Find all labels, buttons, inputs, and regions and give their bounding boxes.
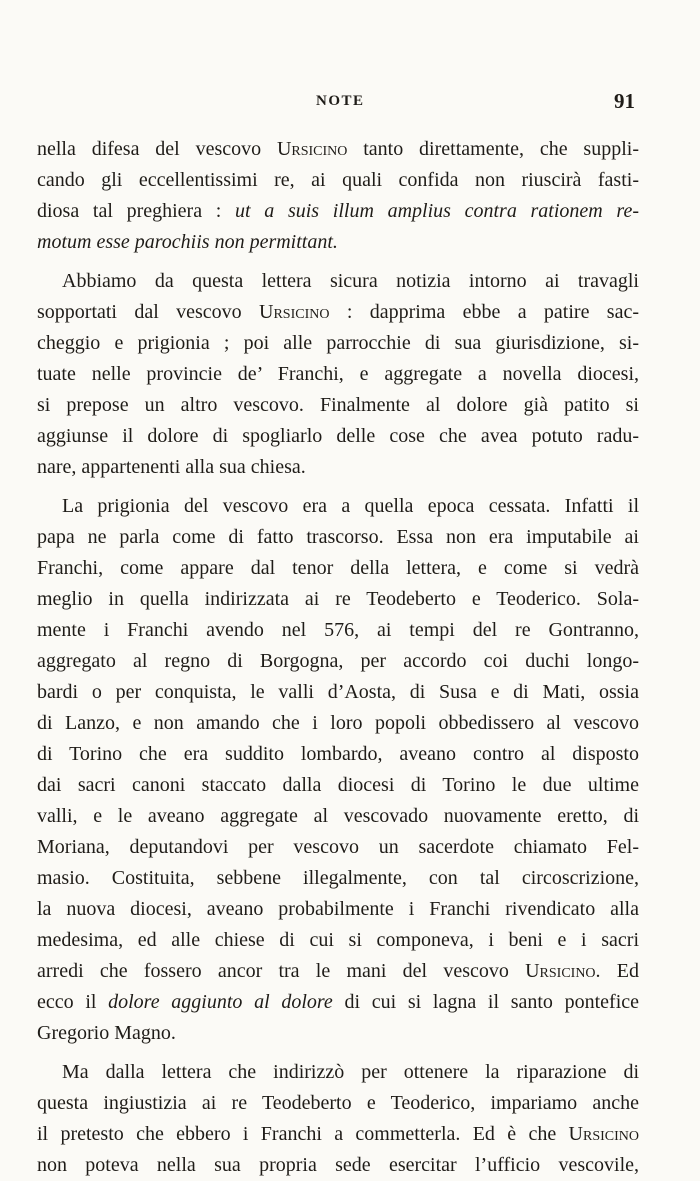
text-line: [37, 297, 639, 328]
text-run: mente i Franchi avendo nel 576, ai tempi del re Gontranno,: [37, 619, 639, 641]
text-line: [37, 1057, 639, 1088]
text-line: [37, 1150, 639, 1181]
paragraph: [37, 266, 639, 483]
text-run: papa ne parla come di fatto trascorso. Essa non era imputabile ai: [37, 526, 639, 548]
small-caps-name: Ursicino: [568, 1123, 639, 1145]
text-line: [37, 1088, 639, 1119]
text-line: [37, 956, 639, 987]
paragraph: [37, 1057, 639, 1181]
text-run: bardi o per conquista, le valli d’Aosta, di Susa e di Mati, ossia: [37, 681, 639, 703]
italic-phrase: motum esse parochiis non permittant.: [37, 231, 338, 253]
text-line: [37, 553, 639, 584]
text-run: ecco il: [37, 991, 109, 1013]
page-number: 91: [614, 89, 635, 113]
text-run: la nuova diocesi, aveano probabilmente i Franchi rivendicato alla: [37, 898, 639, 920]
text-line: [37, 196, 639, 227]
text-line: [37, 832, 639, 863]
text-line: [37, 390, 639, 421]
text-run: masio. Costituita, sebbene illegalmente, con tal circoscrizione,: [37, 867, 639, 889]
text-line: [37, 491, 639, 522]
text-run: meglio in quella indirizzata ai re Teodeberto e Teoderico. Sola-: [37, 588, 639, 610]
paragraph: [37, 491, 639, 1049]
text-line: [37, 421, 639, 452]
text-line: [37, 584, 639, 615]
text-line: [37, 863, 639, 894]
header-title: NOTE: [316, 93, 365, 109]
text-line: [37, 708, 639, 739]
text-run: di cui si lagna il santo pontefice: [332, 991, 639, 1013]
text-run: arredi che fossero ancor tra le mani del vescovo: [37, 960, 526, 982]
text-line: [37, 1018, 639, 1049]
text-run: La prigionia del vescovo era a quella epoca cessata. Infatti il: [62, 495, 639, 517]
text-run: . Ed: [595, 960, 639, 982]
text-run: Abbiamo da questa lettera sicura notizia intorno ai travagli: [62, 270, 639, 292]
text-line: [37, 328, 639, 359]
text-line: [37, 359, 639, 390]
text-line: [37, 739, 639, 770]
text-line: [37, 134, 639, 165]
text-line: [37, 770, 639, 801]
text-run: di Lanzo, e non amando che i loro popoli obbedissero al vescovo: [37, 712, 639, 734]
text-line: [37, 227, 639, 258]
text-run: questa ingiustizia ai re Teodeberto e Teoderico, impariamo anche: [37, 1092, 639, 1114]
text-run: Ma dalla lettera che indirizzò per ottenere la riparazione di: [62, 1061, 639, 1083]
text-line: [37, 987, 639, 1018]
text-run: dai sacri canoni staccato dalla diocesi di Torino le due ultime: [37, 774, 639, 796]
text-run: il pretesto che ebbero i Franchi a commetterla. Ed è che: [37, 1123, 569, 1145]
text-run: nare, appartenenti alla sua chiesa.: [37, 456, 306, 478]
text-line: [37, 266, 639, 297]
text-run: si prepose un altro vescovo. Finalmente al dolore già patito si: [37, 394, 639, 416]
text-run: non poteva nella sua propria sede esercitar l’ufficio vescovile,: [37, 1154, 639, 1176]
text-run: tanto direttamente, che suppli-: [347, 138, 639, 160]
text-run: tuate nelle provincie de’ Franchi, e aggregate a novella diocesi,: [37, 363, 639, 385]
text-line: [37, 646, 639, 677]
small-caps-name: Ursicino: [525, 960, 596, 982]
text-run: cando gli eccellentissimi re, ai quali confida non riuscirà fasti-: [37, 169, 639, 191]
text-run: aggregato al regno di Borgogna, per accordo coi duchi longo-: [37, 650, 639, 672]
italic-phrase: dolore aggiunto al dolore: [108, 991, 333, 1013]
text-line: [37, 452, 639, 483]
small-caps-name: Ursicino: [259, 301, 330, 323]
text-run: medesima, ed alle chiese di cui si componeva, i beni e i sacri: [37, 929, 639, 951]
text-line: [37, 925, 639, 956]
text-run: Moriana, deputandovi per vescovo un sacerdote chiamato Fel-: [37, 836, 639, 858]
running-header: [0, 91, 700, 115]
italic-phrase: ut a suis illum amplius contra rationem re-: [235, 200, 639, 222]
text-line: [37, 615, 639, 646]
small-caps-name: Ursicino: [276, 138, 348, 160]
text-run: cheggio e prigionia ; poi alle parrocchie di sua giurisdizione, si-: [37, 332, 639, 354]
text-line: [37, 522, 639, 553]
text-run: sopportati dal vescovo: [37, 301, 260, 323]
text-run: aggiunse il dolore di spogliarlo delle cose che avea potuto radu-: [37, 425, 639, 447]
body-text: [37, 134, 639, 1181]
text-run: Franchi, come appare dal tenor della lettera, e come si vedrà: [37, 557, 639, 579]
text-run: : dapprima ebbe a patire sac-: [329, 301, 639, 323]
text-run: diosa tal preghiera :: [37, 200, 236, 222]
text-run: nella difesa del vescovo: [37, 138, 277, 160]
text-line: [37, 801, 639, 832]
text-line: [37, 894, 639, 925]
text-line: [37, 1119, 639, 1150]
paragraph: [37, 134, 639, 258]
text-line: [37, 165, 639, 196]
text-run: di Torino che era suddito lombardo, aveano contro al disposto: [37, 743, 639, 765]
text-run: Gregorio Magno.: [37, 1022, 176, 1044]
text-run: valli, e le aveano aggregate al vescovado nuovamente eretto, di: [37, 805, 639, 827]
text-line: [37, 677, 639, 708]
